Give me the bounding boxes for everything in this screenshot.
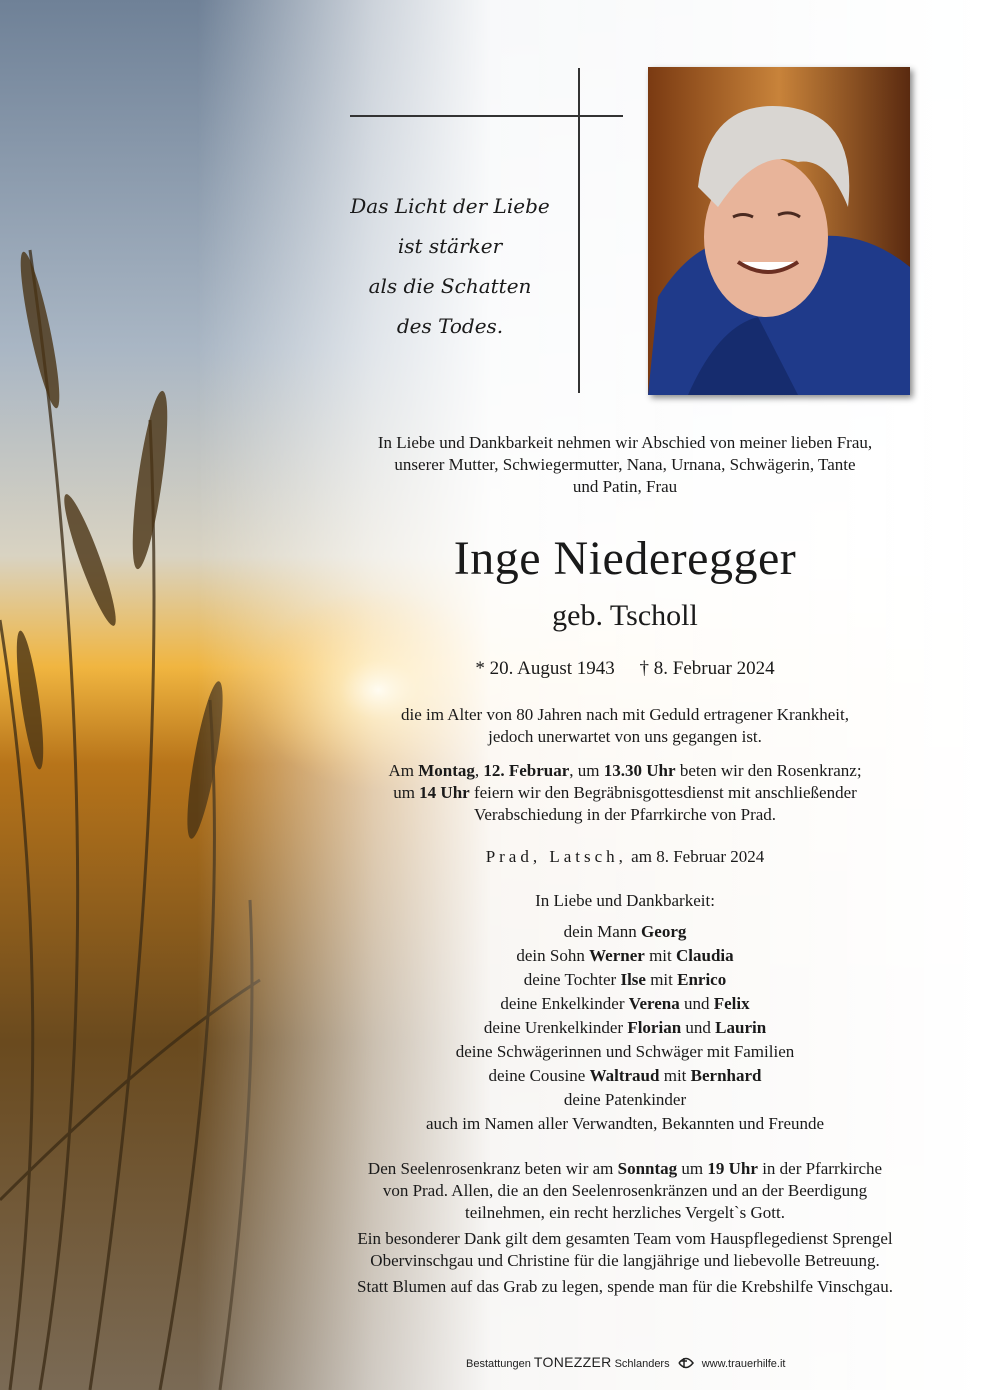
footer-suffix: Schlanders [614, 1358, 670, 1370]
intro-line: unserer Mutter, Schwiegermutter, Nana, Urnana, Schwägerin, Tante [394, 455, 856, 474]
closing-line: teilnehmen, ein recht herzliches Vergelt`s Gott. [465, 1203, 785, 1222]
footer [466, 1354, 786, 1373]
intro-line: In Liebe und Dankbarkeit nehmen wir Abschied von meiner lieben Frau, [377, 433, 873, 452]
life-dates [300, 656, 950, 682]
family-line: deine Enkelkinder Verena und Felix [500, 994, 750, 1013]
place-date [300, 846, 950, 868]
cross-horizontal [350, 115, 623, 117]
intro-line: und Patin, Frau [572, 477, 678, 496]
family-line: deine Tochter Ilse mit Enrico [523, 970, 727, 989]
closing-text [300, 1158, 950, 1298]
footer-prefix: Bestattungen [466, 1358, 531, 1370]
family-line: deine Urenkelkinder Florian und Laurin [483, 1018, 767, 1037]
family-line: deine Patenkinder [563, 1090, 687, 1109]
service-line: Verabschiedung in der Pfarrkirche von Prad. [473, 805, 777, 824]
birth-name: geb. Tscholl [552, 599, 698, 632]
family-line: dein Sohn Werner mit Claudia [516, 946, 734, 965]
places: Prad, Latsch, [485, 847, 627, 866]
intro-text [300, 432, 950, 498]
family-list [300, 920, 950, 1136]
death-date: † 8. Februar 2024 [639, 658, 775, 679]
family-line: deine Cousine Waltraud mit Bernhard [488, 1066, 762, 1085]
closing-line: Statt Blumen auf das Grab zu legen, spende man für die Krebshilfe Vinschgau. [357, 1277, 893, 1296]
family-line: dein Mann Georg [563, 922, 687, 941]
closing-line: von Prad. Allen, die an den Seelenrosenkränzen und an der Beerdigung [382, 1181, 868, 1200]
motto-line: des Todes. [396, 314, 504, 338]
service-info [300, 760, 950, 826]
family-line: auch im Namen aller Verwandten, Bekannten und Freunde [425, 1114, 825, 1133]
motto-line: als die Schatten [368, 274, 532, 298]
footer-brand: TONEZZER [533, 1354, 612, 1370]
closing-line: Obervinschgau und Christine für die langjährige und liebevolle Betreuung. [370, 1251, 880, 1270]
motto-line: Das Licht der Liebe [350, 194, 550, 218]
age-line: jedoch unerwartet von uns gegangen ist. [488, 727, 762, 746]
footer-url[interactable]: www.trauerhilfe.it [701, 1358, 786, 1370]
trauerhilfe-logo-icon [677, 1356, 695, 1373]
notice-date: am 8. Februar 2024 [631, 847, 765, 866]
closing-line: Ein besonderer Dank gilt dem gesamten Team vom Hauspflegedienst Sprengel [357, 1229, 893, 1248]
age-text [300, 704, 950, 748]
portrait-photo [648, 67, 910, 395]
age-line: die im Alter von 80 Jahren nach mit Geduld ertragener Krankheit, [401, 705, 849, 724]
service-line: um 14 Uhr feiern wir den Begräbnisgottesdienst mit anschließender [393, 783, 857, 802]
family-line: deine Schwägerinnen und Schwäger mit Familien [455, 1042, 795, 1061]
thanks-heading: In Liebe und Dankbarkeit: [535, 891, 715, 910]
motto-line: ist stärker [397, 234, 503, 258]
service-line: Am Montag, 12. Februar, um 13.30 Uhr beten wir den Rosenkranz; [388, 761, 862, 780]
cross-vertical [578, 68, 580, 393]
birth-date: * 20. August 1943 [475, 658, 615, 679]
deceased-name: Inge Niederegger [453, 532, 797, 585]
motto-quote [330, 186, 570, 346]
closing-line: Den Seelenrosenkranz beten wir am Sonntag um 19 Uhr in der Pfarrkirche [367, 1159, 883, 1178]
